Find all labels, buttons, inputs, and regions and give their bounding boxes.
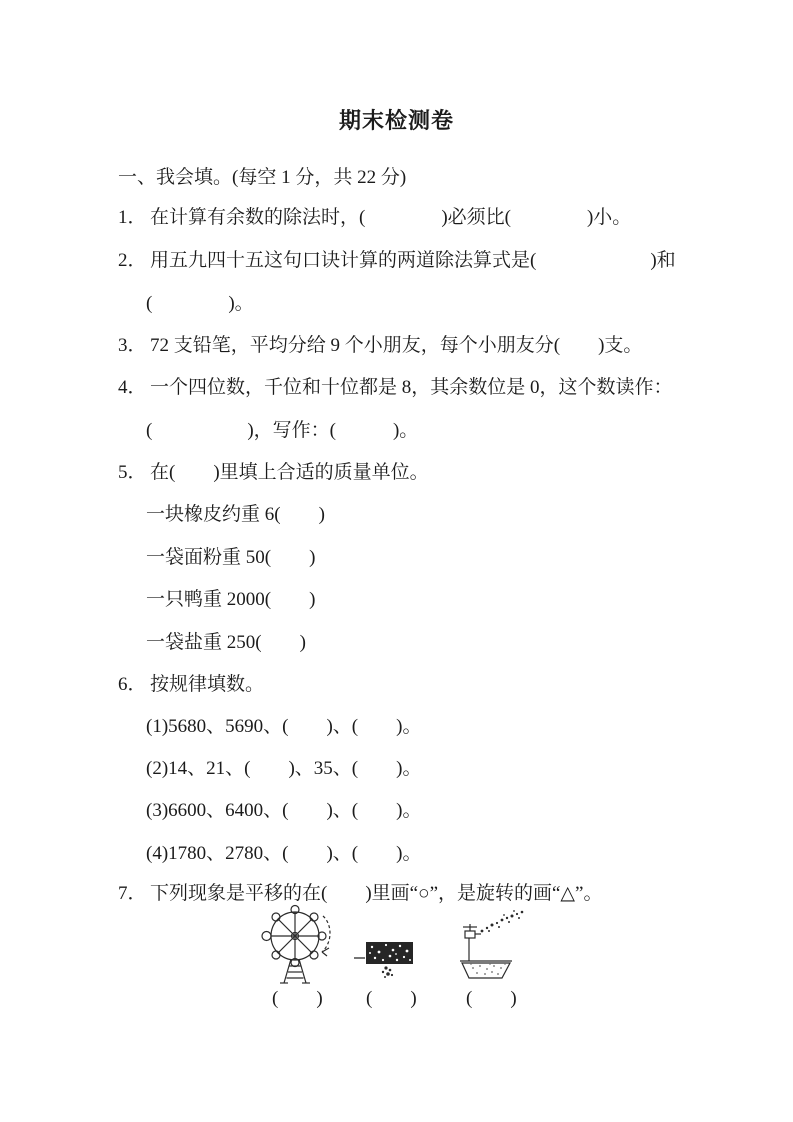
figure-2-answer-blank: ( )	[366, 988, 417, 1009]
faucet-basin-icon	[455, 898, 531, 982]
dripping-cloth-figure	[352, 938, 418, 982]
question-5-sub-4: 一袋盐重 250( )	[146, 632, 306, 653]
question-4	[118, 377, 673, 399]
question-7-figures	[0, 896, 793, 1009]
question-number: 5．	[118, 462, 147, 483]
question-number: 2．	[118, 250, 147, 271]
question-number: 1．	[118, 207, 147, 228]
question-6	[118, 674, 264, 696]
question-number: 7．	[118, 883, 147, 904]
question-6-sub-3: (3)6600、6400、( )、( )。	[146, 800, 422, 821]
question-text: 按规律填数。	[150, 674, 265, 695]
question-text: 用五九四十五这句口诀计算的两道除法算式是( )和	[150, 250, 676, 271]
page-title: 期末检测卷	[338, 108, 454, 133]
section-heading: 一、我会填。(每空 1 分，共 22 分)	[118, 167, 407, 188]
question-2	[118, 250, 676, 272]
question-text: 在( )里填上合适的质量单位。	[150, 462, 429, 483]
ferris-wheel-icon	[258, 904, 340, 990]
question-text: 一个四位数，千位和十位都是 8，其余数位是 0，这个数读作：	[150, 377, 673, 398]
question-text: 在计算有余数的除法时，( )必须比( )小。	[150, 207, 632, 228]
figure-1-answer-blank: ( )	[272, 988, 323, 1009]
question-text: 下列现象是平移的在( )里画“○”，是旋转的画“△”。	[150, 883, 603, 904]
question-2-continuation: ( )。	[146, 293, 254, 314]
question-number: 4．	[118, 377, 147, 398]
question-5-sub-1: 一块橡皮约重 6( )	[146, 504, 325, 525]
faucet-basin-figure	[455, 898, 531, 982]
figure-3-answer-blank: ( )	[466, 988, 517, 1009]
question-6-sub-2: (2)14、21、( )、35、( )。	[146, 758, 422, 779]
question-6-sub-1: (1)5680、5690、( )、( )。	[146, 716, 422, 737]
question-4-continuation: ( )，写作：( )。	[146, 420, 419, 441]
question-1	[118, 207, 631, 229]
question-text: 72 支铅笔，平均分给 9 个小朋友，每个小朋友分( )支。	[150, 335, 643, 356]
question-5-sub-3: 一只鸭重 2000( )	[146, 589, 316, 610]
question-6-sub-4: (4)1780、2780、( )、( )。	[146, 843, 422, 864]
question-number: 3．	[118, 335, 147, 356]
ferris-wheel-figure	[258, 904, 340, 990]
dripping-cloth-icon	[352, 938, 418, 982]
question-5	[118, 462, 429, 484]
question-3	[118, 335, 642, 357]
question-5-sub-2: 一袋面粉重 50( )	[146, 547, 316, 568]
question-number: 6．	[118, 674, 147, 695]
